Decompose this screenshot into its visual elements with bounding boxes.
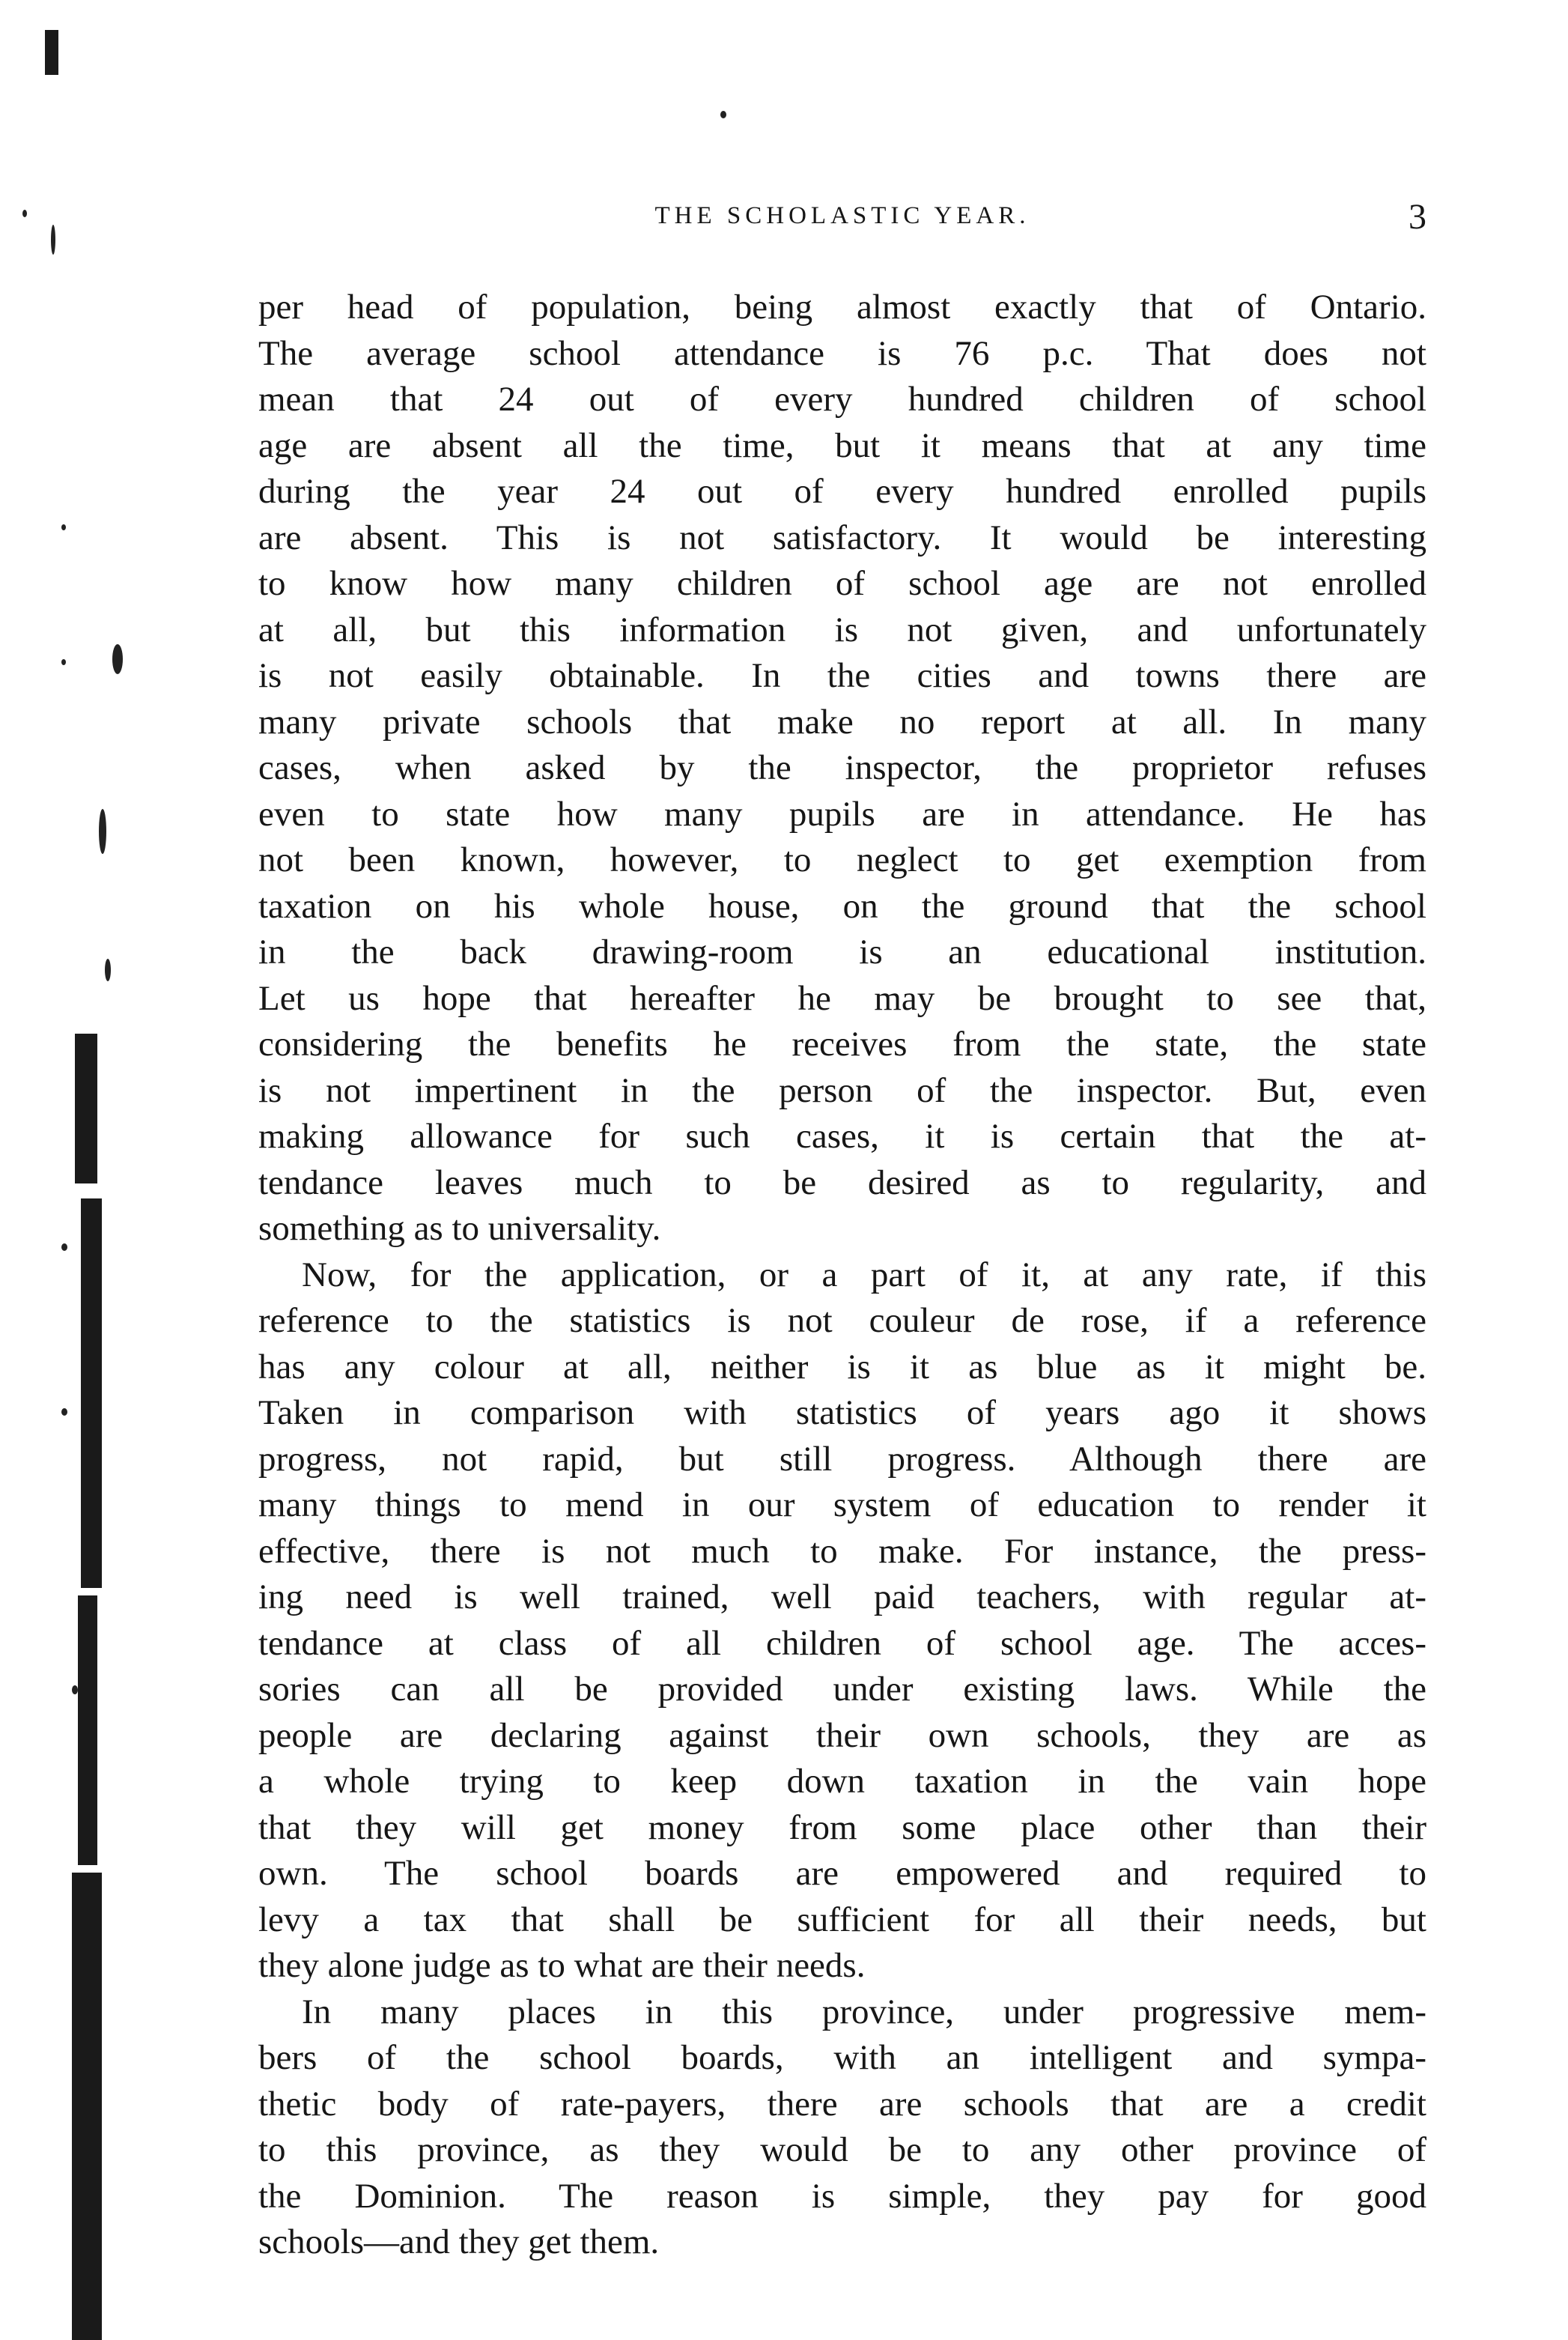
text-line: tendance at class of all children of school age. The acces- (258, 1623, 1426, 1663)
text-line: Taken in comparison with statistics of years ago it shows (258, 1393, 1426, 1432)
text-line: In many places in this province, under progressive mem- (302, 1992, 1426, 2031)
text-line: many private schools that make no report at all. In many (258, 702, 1426, 742)
text-line: to know how many children of school age are not enrolled (258, 564, 1426, 603)
text-line: levy a tax that shall be sufficient for all their needs, but (258, 1900, 1426, 1939)
scan-speck (720, 111, 726, 118)
text-line: many things to mend in our system of education to render it (258, 1485, 1426, 1524)
text-line: not been known, however, to neglect to get exemption from (258, 840, 1426, 879)
text-line: is not easily obtainable. In the cities and towns there are (258, 656, 1426, 695)
text-line: per head of population, being almost exactly that of Ontario. (258, 288, 1426, 327)
text-line: people are declaring against their own schools, they are as (258, 1715, 1426, 1755)
text-line: they alone judge as to what are their needs. (258, 1946, 866, 1985)
page-header (258, 196, 1426, 241)
text-line: effective, there is not much to make. For instance, the press- (258, 1531, 1426, 1571)
text-line: tendance leaves much to be desired as to regularity, and (258, 1163, 1426, 1202)
text-line: during the year 24 out of every hundred enrolled pupils (258, 472, 1426, 511)
paragraph-1 (258, 285, 1426, 1252)
text-line: Now, for the application, or a part of it, at any rate, if this (302, 1255, 1426, 1294)
body-text (258, 285, 1426, 2266)
text-line: own. The school boards are empowered and required to (258, 1854, 1426, 1893)
text-line: The average school attendance is 76 p.c. That does not (258, 333, 1426, 373)
scanned-binding-edge (0, 0, 157, 2340)
text-line: is not impertinent in the person of the inspector. But, even (258, 1070, 1426, 1110)
text-line: schools—and they get them. (258, 2222, 660, 2261)
text-line: at all, but this information is not given, and unfortunately (258, 610, 1426, 649)
text-line: sories can all be provided under existing laws. While the (258, 1670, 1426, 1709)
text-line: mean that 24 out of every hundred children of school (258, 380, 1426, 419)
text-line: age are absent all the time, but it means that at any time (258, 425, 1426, 465)
text-line: progress, not rapid, but still progress. Although there are (258, 1439, 1426, 1479)
text-line: considering the benefits he receives from the state, the state (258, 1025, 1426, 1064)
text-line: to this province, as they would be to any other province of (258, 2130, 1426, 2169)
text-line: making allowance for such cases, it is certain that the at- (258, 1117, 1426, 1156)
text-line: ing need is well trained, well paid teachers, with regular at- (258, 1577, 1426, 1616)
text-line: thetic body of rate-payers, there are schools that are a credit (258, 2084, 1426, 2124)
text-line: reference to the statistics is not couleur de rose, if a reference (258, 1301, 1426, 1340)
text-line: in the back drawing-room is an educational institution. (258, 933, 1426, 972)
text-line: the Dominion. The reason is simple, they pay for good (258, 2176, 1426, 2216)
running-head: THE SCHOLASTIC YEAR. (654, 202, 1030, 229)
text-line: taxation on his whole house, on the ground that the school (258, 886, 1426, 926)
text-line: that they will get money from some place other than their (258, 1807, 1426, 1847)
text-line: cases, when asked by the inspector, the proprietor refuses (258, 748, 1426, 787)
paragraph-2 (258, 1252, 1426, 1989)
text-line: are absent. This is not satisfactory. It would be interesting (258, 518, 1426, 557)
page-number: 3 (1409, 197, 1426, 237)
text-line: Let us hope that hereafter he may be brought to see that, (258, 978, 1426, 1018)
text-line: bers of the school boards, with an intelligent and sympa- (258, 2038, 1426, 2077)
text-line: a whole trying to keep down taxation in the vain hope (258, 1762, 1426, 1801)
text-line: something as to universality. (258, 1209, 661, 1248)
paragraph-3 (258, 1989, 1426, 2266)
text-line: even to state how many pupils are in attendance. He has (258, 794, 1426, 834)
text-line: has any colour at all, neither is it as blue as it might be. (258, 1347, 1426, 1386)
